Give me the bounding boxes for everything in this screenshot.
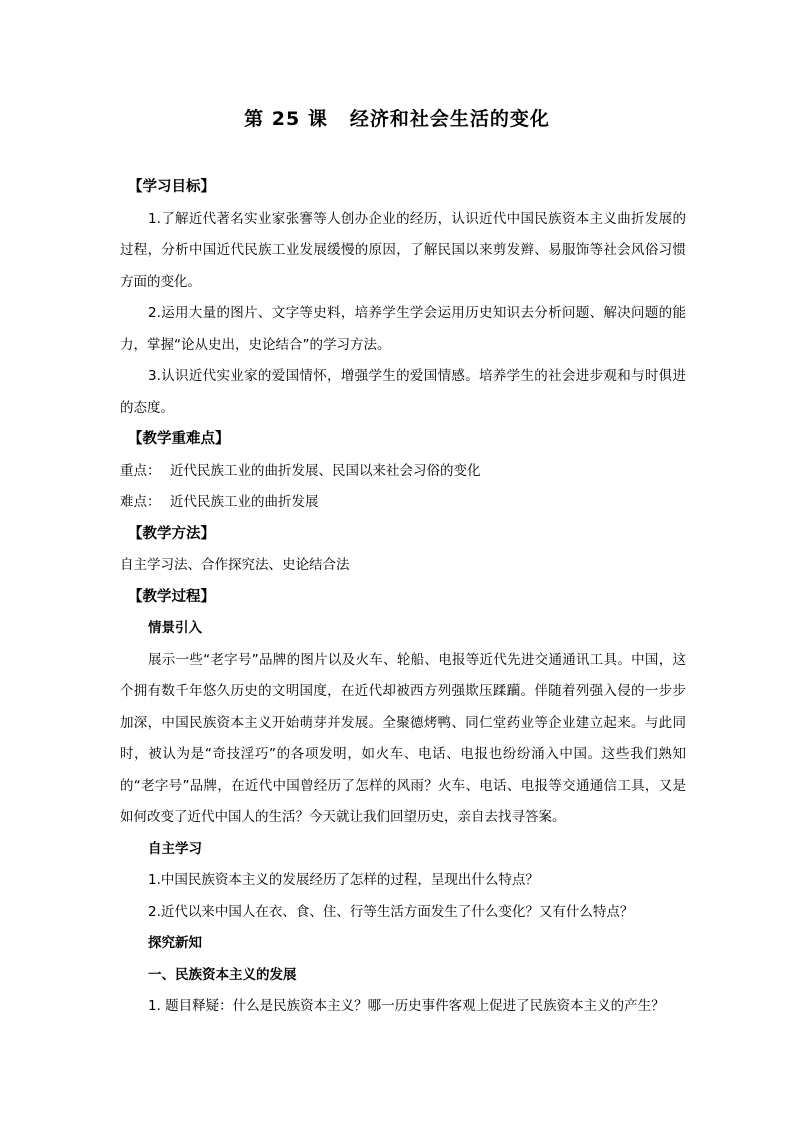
document-body: [120, 172, 686, 1023]
self-study-question-2: 2.近代以来中国人在衣、食、住、行等生活方面发生了什么变化？又有什么特点？: [148, 903, 634, 920]
lesson-number: 第 25 课: [244, 108, 328, 130]
intro-heading: 情景引入: [148, 620, 202, 636]
difficult-point-row: [120, 487, 686, 519]
method-text: 自主学习法、合作探究法、史论结合法: [120, 557, 350, 573]
self-study-heading: 自主学习: [148, 840, 202, 857]
key-points-heading: 【教学重难点】: [128, 431, 230, 447]
goal-item-1: 1.了解近代著名实业家张謇等人创办企业的经历，认识近代中国民族资本主义曲折发展的过程，分析中国近代民族工业发展缓慢的原因，了解民国以来剪发辫、易服饰等社会风俗习惯方面的变化。: [120, 210, 686, 290]
intro-paragraph: 展示一些“老字号”品牌的图片以及火车、轮船、电报等近代先进交通通讯工具。中国，这个拥有数千年悠久历史的文明国度，在近代却被西方列强欺压蹂躏。伴随着列强入侵的一步步加深，中国民族资本主义开始萌芽并发展。全聚德烤鸭、同仁堂药业等企业建立起来。与此同时，被认为是“奇技淫巧”的各项发明，如火车、电话、电报也纷纷涌入中国。这些我们熟知的“老字号”品牌，在近代中国曾经历了怎样的风雨？火车、电话、电报等交通通信工具，又是如何改变了近代中国人的生活？今天就让我们回望历史，亲自去找寻答案。: [120, 651, 686, 825]
self-study-question-1: 1.中国民族资本主义的发展经历了怎样的过程，呈现出什么特点？: [148, 872, 539, 888]
goal-item-2: 2.运用大量的图片、文字等史料，培养学生学会运用历史知识去分析问题、解决问题的能力，掌握“论从史出，史论结合”的学习方法。: [120, 305, 686, 353]
page-title: [0, 104, 794, 131]
part1-question-1: 1. 题目释疑：什么是民族资本主义？哪一历史事件客观上促进了民族资本主义的产生？: [148, 998, 665, 1014]
difficult-point-text: 近代民族工业的曲折发展: [170, 494, 319, 510]
method-heading: 【教学方法】: [128, 525, 215, 542]
key-point-label: 重点：: [120, 462, 161, 479]
lesson-name: 经济和社会生活的变化: [349, 108, 550, 130]
key-point-row: [120, 456, 686, 488]
process-heading: 【教学过程】: [128, 588, 215, 605]
part1-heading: 一、民族资本主义的发展: [148, 966, 297, 983]
goals-heading: 【学习目标】: [128, 179, 215, 195]
key-point-text: 近代民族工业的曲折发展、民国以来社会习俗的变化: [170, 462, 481, 479]
difficult-point-label: 难点：: [120, 494, 161, 510]
explore-heading: 探究新知: [148, 935, 202, 951]
goal-item-3: 3.认识近代实业家的爱国情怀，增强学生的爱国情感。培养学生的社会进步观和与时俱进的态度。: [120, 368, 686, 416]
